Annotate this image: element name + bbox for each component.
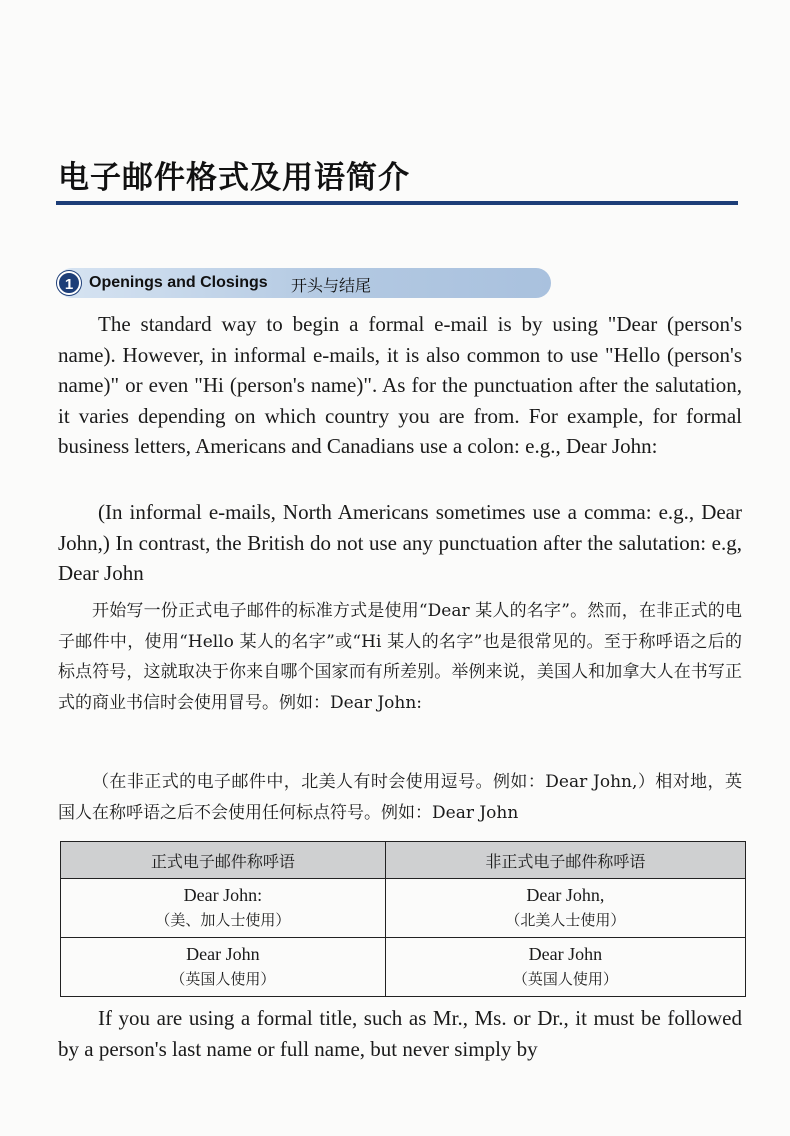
paragraph-zh-2: （在非正式的电子邮件中，北美人有时会使用逗号。例如：Dear John,）相对地，英国人在称呼语之后不会使用任何标点符号。例如：Dear John	[58, 772, 742, 823]
section-title-en: Openings and Closings	[89, 274, 268, 291]
cell-salutation: Dear John	[528, 944, 603, 964]
salutation-table	[60, 841, 746, 997]
title-underline	[56, 201, 738, 205]
table-header-row	[61, 842, 746, 879]
table-row	[61, 938, 746, 997]
table-cell	[385, 879, 745, 938]
cell-salutation: Dear John,	[526, 885, 605, 905]
table-row	[61, 879, 746, 938]
cell-note: （美、加人士使用）	[155, 911, 291, 929]
table-header-informal: 非正式电子邮件称呼语	[385, 842, 745, 879]
paragraph-zh-1: 开始写一份正式电子邮件的标准方式是使用“Dear 某人的名字”。然而，在非正式的电子邮件中，使用“Hello 某人的名字”或“Hi 某人的名字”也是很常见的。至于称呼语之后的标点符号，这就取决于你来自哪个国家而有所差别。举例来说，美国人和加拿大人在书写正式的商业书信时会使用冒号。例如：Dear John:	[58, 601, 742, 713]
cell-note: （英国人使用）	[512, 970, 618, 988]
paragraph-en-2: (In informal e-mails, North Americans sometimes use a comma: e.g., Dear John,) In contrast, the British do not use any punctuation after the salutation: e.g, Dear John	[58, 500, 742, 585]
table-cell	[385, 938, 745, 997]
table-header-formal: 正式电子邮件称呼语	[61, 842, 386, 879]
paragraph-en-3: If you are using a formal title, such as Mr., Ms. or Dr., it must be followed by a person's last name or full name, but never simply by	[58, 1006, 742, 1061]
paragraph-en-1: The standard way to begin a formal e-mail is by using "Dear (person's name). However, in informal e-mails, it is also common to use "Hello (person's name)" or even "Hi (person's name)". As for the punctuation after the salutation, it varies depending on which country you are from. For example, for formal business letters, Americans and Canadians use a colon: e.g., Dear John:	[58, 312, 742, 458]
cell-salutation: Dear John	[186, 944, 260, 964]
cell-note: （北美人士使用）	[505, 911, 626, 929]
cell-salutation: Dear John:	[183, 885, 263, 905]
section-title-zh: 开头与结尾	[291, 276, 372, 295]
section-number-badge: 1	[57, 271, 81, 295]
table-cell	[61, 879, 386, 938]
chapter-title: 电子邮件格式及用语简介	[58, 160, 410, 196]
cell-note: （英国人使用）	[170, 970, 276, 988]
table-cell	[61, 938, 386, 997]
